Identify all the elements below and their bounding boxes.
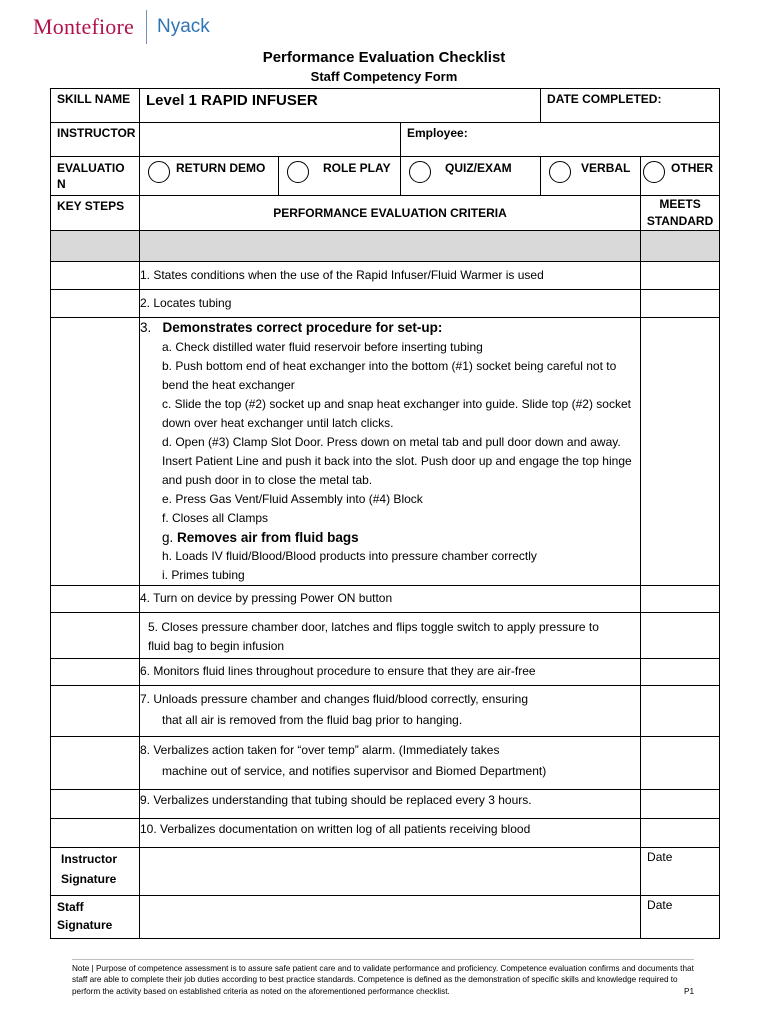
- step-4-text: 4. Turn on device by pressing Power ON button: [140, 586, 641, 613]
- step-7-line1: 7. Unloads pressure chamber and changes fluid/blood correctly, ensuring: [140, 692, 528, 706]
- instructor-row: [51, 123, 720, 157]
- step-3f: f. Closes all Clamps: [162, 511, 269, 525]
- step-2-text: 2. Locates tubing: [140, 290, 641, 318]
- meets-standard-cell[interactable]: [641, 737, 720, 790]
- step-8-line2: machine out of service, and notifies supervisor and Biomed Department): [162, 764, 547, 778]
- date-label: Date: [647, 850, 673, 864]
- instructor-field[interactable]: [140, 123, 401, 157]
- step-3h: h. Loads IV fluid/Blood/Blood products into pressure chamber correctly: [162, 549, 537, 563]
- step-row: [51, 659, 720, 686]
- option-verbal[interactable]: VERBAL: [541, 157, 641, 196]
- footer-note-text: Note | Purpose of competence assessment is to assure safe patient care and to validate performance and proficiency. Competence evaluation confirms and documents that staff are able to complete their job duties according to best practice standards. Competence is defined as the demonstration of specific skills and knowledge required to perform the activity based on established criteria as noted on the aforementioned performance checklist.: [72, 964, 694, 996]
- key-steps-label: KEY STEPS: [51, 196, 140, 231]
- skill-name-row: [51, 89, 720, 123]
- criteria-header-row: [51, 196, 720, 231]
- date-label: Date: [647, 898, 673, 912]
- employee-field[interactable]: [401, 123, 720, 157]
- shaded-row: [51, 231, 720, 262]
- meets-standard-cell[interactable]: [641, 659, 720, 686]
- step-3i: i. Primes tubing: [162, 568, 245, 582]
- page-subtitle: Staff Competency Form: [310, 69, 458, 84]
- employee-label: Employee:: [407, 126, 468, 140]
- staff-date-field[interactable]: [641, 896, 720, 939]
- page-number: P1: [683, 986, 694, 996]
- instructor-label: INSTRUCTOR: [51, 123, 140, 157]
- competency-form-table: [50, 88, 720, 939]
- step-10-text: 10. Verbalizes documentation on written log of all patients receiving blood: [140, 819, 641, 848]
- step-row: [51, 737, 720, 790]
- instructor-signature-row: [51, 848, 720, 896]
- radio-circle-icon[interactable]: [549, 161, 571, 183]
- evaluation-row: [51, 157, 720, 196]
- step-row: [51, 819, 720, 848]
- step-5-text: 5. Closes pressure chamber door, latches and flips toggle switch to apply pressure to fluid bag to begin infusion: [140, 613, 641, 659]
- radio-circle-icon[interactable]: [409, 161, 431, 183]
- step-row: [51, 262, 720, 290]
- instructor-signature-label: Instructor Signature: [51, 848, 140, 896]
- step-1-text: 1. States conditions when the use of the Rapid Infuser/Fluid Warmer is used: [140, 262, 641, 290]
- step-7-line2: that all air is removed from the fluid bag prior to hanging.: [162, 713, 463, 727]
- step-6-text: 6. Monitors fluid lines throughout procedure to ensure that they are air-free: [140, 659, 641, 686]
- meets-standard-header: MEETS STANDARD: [641, 196, 720, 231]
- option-quiz-exam[interactable]: QUIZ/EXAM: [401, 157, 541, 196]
- option-role-play[interactable]: ROLE PLAY: [279, 157, 401, 196]
- staff-signature-field[interactable]: [140, 896, 641, 939]
- radio-circle-icon[interactable]: [148, 161, 170, 183]
- meets-standard-cell[interactable]: [641, 613, 720, 659]
- date-completed-label: DATE COMPLETED:: [547, 92, 662, 106]
- step-row: [51, 290, 720, 318]
- meets-standard-cell[interactable]: [641, 686, 720, 737]
- step-3d: d. Open (#3) Clamp Slot Door. Press down on metal tab and pull door down and away. Insert Patient Line and push it back into the slot. Push door up and engage the top hinge and push door in to close the metal tab.: [162, 435, 632, 487]
- staff-signature-row: [51, 896, 720, 939]
- skill-name-value: Level 1 RAPID INFUSER: [146, 92, 318, 109]
- logo-nyack: Nyack: [156, 16, 210, 37]
- meets-standard-cell[interactable]: [641, 790, 720, 819]
- step-3c: c. Slide the top (#2) socket up and snap heat exchanger into guide. Slide top (#2) socket down over heat exchanger until latch clicks.: [162, 397, 631, 430]
- radio-circle-icon[interactable]: [643, 161, 665, 183]
- page-title: Performance Evaluation Checklist: [262, 49, 506, 66]
- criteria-header: PERFORMANCE EVALUATION CRITERIA: [140, 196, 641, 231]
- step-3a: a. Check distilled water fluid reservoir before inserting tubing: [162, 340, 483, 354]
- step-8-line1: 8. Verbalizes action taken for “over temp” alarm. (Immediately takes: [140, 743, 500, 757]
- skill-name-field[interactable]: [140, 89, 541, 123]
- staff-signature-label: Staff Signature: [51, 896, 140, 939]
- meets-standard-cell[interactable]: [641, 262, 720, 290]
- step-3e: e. Press Gas Vent/Fluid Assembly into (#4) Block: [162, 492, 423, 506]
- instructor-signature-field[interactable]: [140, 848, 641, 896]
- step-3g: Removes air from fluid bags: [177, 530, 359, 545]
- radio-circle-icon[interactable]: [287, 161, 309, 183]
- evaluation-label: EVALUATIO N: [51, 157, 140, 196]
- meets-standard-cell[interactable]: [641, 318, 720, 586]
- logo-montefiore: Montefiore: [33, 14, 134, 39]
- step-row: [51, 686, 720, 737]
- option-return-demo[interactable]: RETURN DEMO: [140, 157, 279, 196]
- meets-standard-cell[interactable]: [641, 290, 720, 318]
- step-3-block: 3. Demonstrates correct procedure for set-up: a. Check distilled water fluid reservoir before inserting tubing b. Push bottom end of heat exchanger into the bottom (#1) socket being careful not to bend the heat exchanger c. Slide the top (#2) socket up and snap heat exchanger into guide. Slide top (#2) socket down over heat exchanger until latch clicks. d. Open (#3) Clamp Slot Door. Press down on metal tab and pull door down and away. Insert Patient Line and push it back into the slot. Push door up and engage the top hinge and push door in to close the metal tab. e. Press Gas Vent/Fluid Assembly into (#4) Block f. Closes all Clamps g. Removes air from fluid bags h. Loads IV fluid/Blood/Blood products into pressure chamber correctly i. Primes tubing: [140, 318, 641, 586]
- step-9-text: 9. Verbalizes understanding that tubing should be replaced every 3 hours.: [140, 790, 641, 819]
- step-7-block: [140, 686, 641, 737]
- step-row: [51, 586, 720, 613]
- meets-standard-cell[interactable]: [641, 819, 720, 848]
- logo-divider: [146, 10, 147, 44]
- meets-standard-cell[interactable]: [641, 586, 720, 613]
- step-8-block: [140, 737, 641, 790]
- hospital-logo: [33, 10, 210, 44]
- step-row: [51, 318, 720, 586]
- date-completed-field[interactable]: [541, 89, 720, 123]
- step-3b: b. Push bottom end of heat exchanger into the bottom (#1) socket being careful not to bend the heat exchanger: [162, 359, 617, 392]
- step-3-heading: Demonstrates correct procedure for set-up:: [162, 320, 443, 335]
- step-row: [51, 613, 720, 659]
- instructor-date-field[interactable]: [641, 848, 720, 896]
- option-other[interactable]: OTHER: [641, 157, 720, 196]
- step-row: [51, 790, 720, 819]
- footer-note: [72, 959, 694, 997]
- skill-name-label: SKILL NAME: [51, 89, 140, 123]
